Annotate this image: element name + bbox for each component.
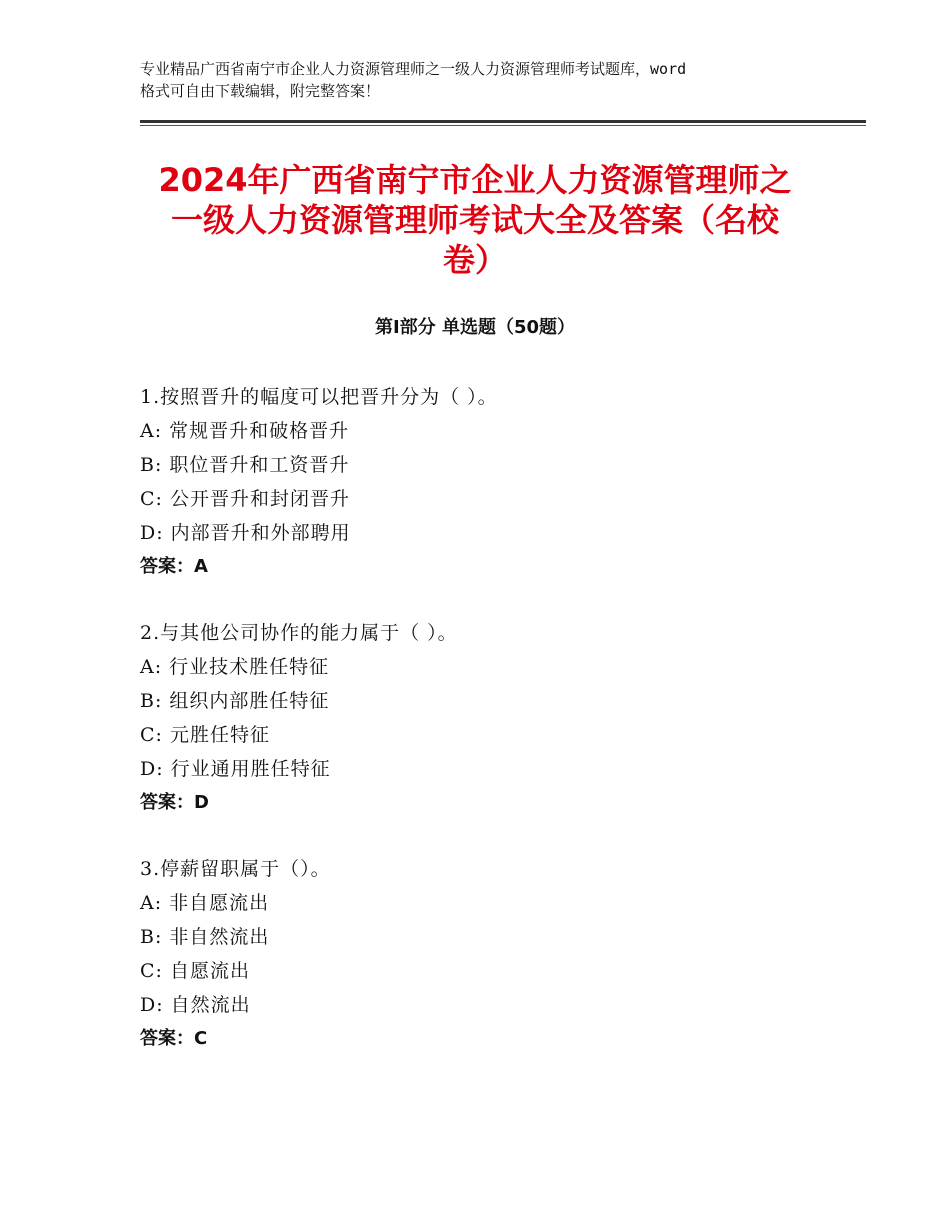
section-heading: 第Ⅰ部分 单选题（50题）: [374, 317, 575, 338]
question-stem: 1.按照晋升的幅度可以把晋升分为（ ）。: [140, 386, 498, 408]
question-1: [140, 380, 840, 584]
option-a: A: 行业技术胜任特征: [140, 656, 330, 678]
option-d: D: 自然流出: [140, 994, 251, 1016]
question-stem: 3.停薪留职属于（）。: [140, 858, 331, 880]
option-d: D: 内部晋升和外部聘用: [140, 522, 351, 544]
document-title-line-3: 卷）: [442, 241, 507, 279]
question-2: [140, 616, 840, 820]
answer-label: 答案：C: [140, 1028, 208, 1049]
option-a: A: 非自愿流出: [140, 892, 270, 914]
question-3: [140, 852, 840, 1056]
header-divider-thin: [140, 125, 866, 126]
document-title-line-2: 一级人力资源管理师考试大全及答案（名校: [170, 201, 779, 239]
question-list: [140, 380, 840, 1088]
option-c: C: 元胜任特征: [140, 724, 270, 746]
header-note-line-1: 专业精品广西省南宁市企业人力资源管理师之一级人力资源管理师考试题库，word: [140, 60, 687, 78]
document-title: [120, 160, 830, 280]
question-stem: 2.与其他公司协作的能力属于（ ）。: [140, 622, 458, 644]
answer-label: 答案：D: [140, 792, 209, 813]
header-note-line-2: 格式可自由下载编辑，附完整答案！: [140, 82, 381, 100]
option-c: C: 公开晋升和封闭晋升: [140, 488, 350, 510]
document-title-line-1: 2024年广西省南宁市企业人力资源管理师之: [158, 161, 792, 199]
header-note: [140, 58, 830, 102]
option-d: D: 行业通用胜任特征: [140, 758, 331, 780]
option-b: B: 职位晋升和工资晋升: [140, 454, 350, 476]
option-b: B: 非自然流出: [140, 926, 270, 948]
header-divider-thick: [140, 120, 866, 123]
option-a: A: 常规晋升和破格晋升: [140, 420, 350, 442]
option-c: C: 自愿流出: [140, 960, 250, 982]
answer-label: 答案：A: [140, 556, 208, 577]
option-b: B: 组织内部胜任特征: [140, 690, 330, 712]
